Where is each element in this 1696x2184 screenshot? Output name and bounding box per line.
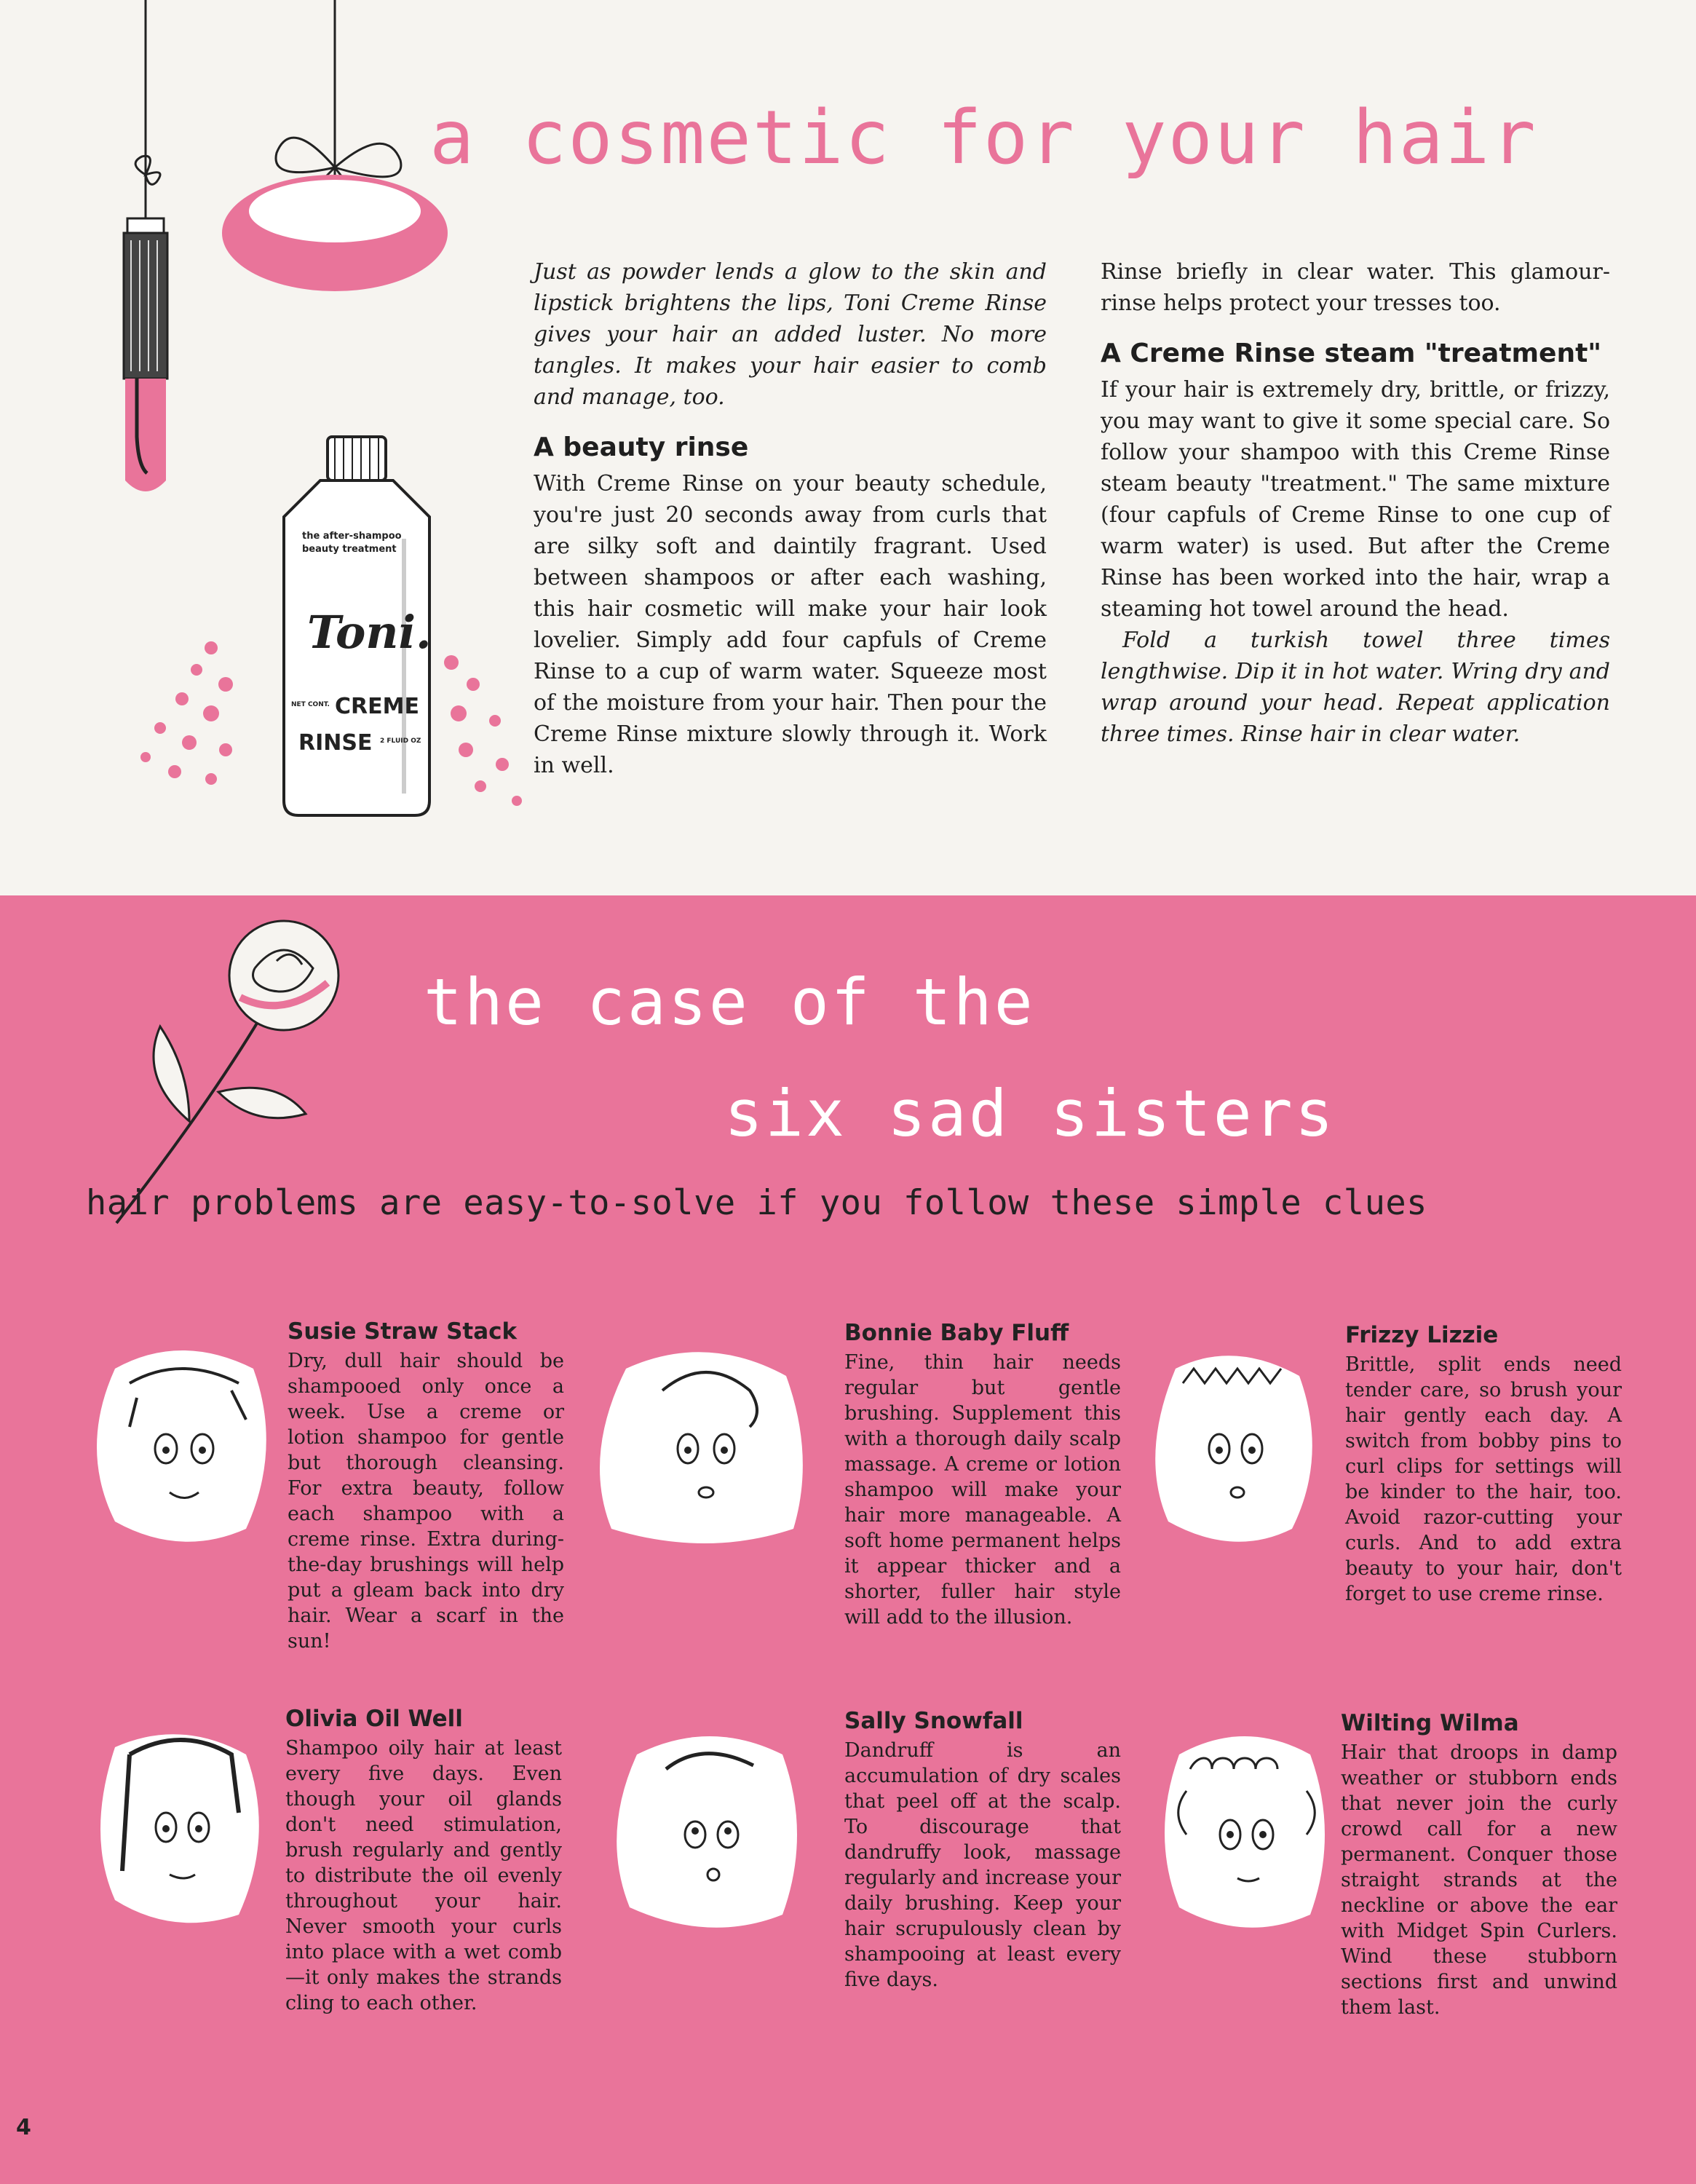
lizzie-illustration — [1139, 1347, 1328, 1558]
column-2 — [1101, 256, 1610, 750]
sister-susie — [288, 1318, 564, 1654]
sister-advice: Brittle, split ends need tender care, so brush your hair gently each day. A switch from bobby pins to curl clips for settings will be kinder to the hair, too. Avoid razor-cutting your curls. And to add extra beauty to your hair, don't forget to use creme rinse. — [1345, 1353, 1622, 1605]
bottle-contents: NET CONT. — [291, 701, 330, 708]
sally-illustration — [601, 1725, 812, 1944]
flowers-left — [140, 641, 233, 785]
sister-name: Susie Straw Stack — [288, 1318, 518, 1345]
towel-instructions: Fold a turkish towel three times lengthwise. Dip it in hot water. Wring dry and wrap around your head. Repeat application three times. Rinse hair in clear water. — [1101, 628, 1610, 747]
bottle-small-text-2: beauty treatment — [302, 544, 397, 555]
beauty-rinse-paragraph: With Creme Rinse on your beauty schedule, you're just 20 seconds away from curls that are silky soft and daintily fragrant. Used between shampoos or after each washing, this hair cosmetic will make your hair look lovelier. Simply add four capfuls of Creme Rinse to a cup of warm water. Squeeze most of the moisture from your hair. Then pour the Creme Rinse mixture slowly through it. Work in well. — [534, 471, 1047, 778]
bottle-name-1: CREME — [335, 694, 419, 719]
rinse-briefly-paragraph: Rinse briefly in clear water. This glamour-rinse helps protect your tresses too. — [1101, 259, 1610, 316]
rose-illustration — [58, 910, 371, 1230]
page-title: a cosmetic for your hair — [429, 95, 1537, 181]
flowers-right — [444, 655, 522, 806]
sister-advice: Fine, thin hair needs regular but gentle brushing. Supplement this with a thorough daily scalp massage. A creme or lotion shampoo will make your hair more manageable. A soft home permanent helps it appear thicker and a shorter, fuller hair style will add to the illusion. — [844, 1351, 1121, 1629]
susie-illustration — [86, 1340, 275, 1558]
sister-sally — [844, 1707, 1121, 1993]
sister-advice: Shampoo oily hair at least every five days. Even though your oil glands don't need stimulation, brush regularly and gently to distribute the oil evenly throughout your hair. Never smooth your curls into place with a wet comb—it only makes the strands cling to each other. — [285, 1737, 562, 2014]
section-title-line-2: six sad sisters — [724, 1076, 1336, 1151]
section-tagline: hair problems are easy-to-solve if you follow these simple clues — [86, 1183, 1427, 1223]
bottle-volume: 2 FLUID OZ — [380, 737, 421, 745]
bottle-small-text-1: the after-shampoo — [302, 531, 402, 542]
sister-bonnie — [844, 1319, 1121, 1630]
sister-advice: Dry, dull hair should be shampooed only once a week. Use a creme or lotion shampoo for gentle but thorough cleansing. For extra beauty, follow each shampoo with a creme rinse. Extra during-the-day brushings will help put a gleam back into dry hair. Wear a scarf in the sun! — [288, 1350, 564, 1653]
sister-name: Olivia Oil Well — [285, 1706, 463, 1732]
page-number: 4 — [16, 2115, 31, 2140]
sister-wilma — [1341, 1709, 1617, 2020]
sister-advice: Dandruff is an accumulation of dry scales that peel off at the scalp. To discourage that dandruffy look, massage regularly and increase your daily brushing. Keep your hair scrupulously clean by shampooing at least every five days. — [844, 1739, 1121, 1991]
sister-name: Frizzy Lizzie — [1345, 1322, 1499, 1348]
column-1 — [534, 256, 1047, 781]
steam-treatment-paragraph: If your hair is extremely dry, brittle, or frizzy, you may want to give it some special care. So follow your shampoo with this Creme Rinse steam beauty "treatment." The same mixture (four capfuls of Creme Rinse to one cup of warm water) is used. But after the Creme Rinse has been worked into the hair, wrap a steaming hot towel around the head. — [1101, 377, 1610, 622]
sister-lizzie — [1345, 1321, 1622, 1607]
toni-bottle-illustration — [116, 422, 568, 859]
bottle-brand: Toni. — [307, 606, 432, 659]
sister-name: Sally Snowfall — [844, 1708, 1023, 1734]
sister-advice: Hair that droops in damp weather or stubborn ends that never join the curly crowd call for a new permanent. Conquer those straight strands at the neckline or above the ear with Midget Spin Curlers. Wind these stubborn sections first and unwind them last. — [1341, 1741, 1617, 2019]
beauty-rinse-heading: A beauty rinse — [534, 432, 749, 462]
steam-treatment-heading: A Creme Rinse steam "treatment" — [1101, 339, 1602, 368]
wilma-illustration — [1150, 1725, 1339, 1944]
sister-olivia — [285, 1705, 562, 2016]
powder-box-illustration — [204, 0, 444, 291]
intro-paragraph: Just as powder lends a glow to the skin and lipstick brightens the lips, Toni Creme Rinse gives your hair an added luster. No more tangles. It makes your hair easier to comb and manage, too. — [534, 259, 1047, 410]
sister-name: Bonnie Baby Fluff — [844, 1320, 1069, 1346]
section-title-line-1: the case of the — [424, 965, 1035, 1040]
olivia-illustration — [86, 1725, 275, 1936]
bottle-name-2: RINSE — [298, 730, 373, 756]
bonnie-illustration — [582, 1340, 823, 1558]
sister-name: Wilting Wilma — [1341, 1710, 1519, 1736]
